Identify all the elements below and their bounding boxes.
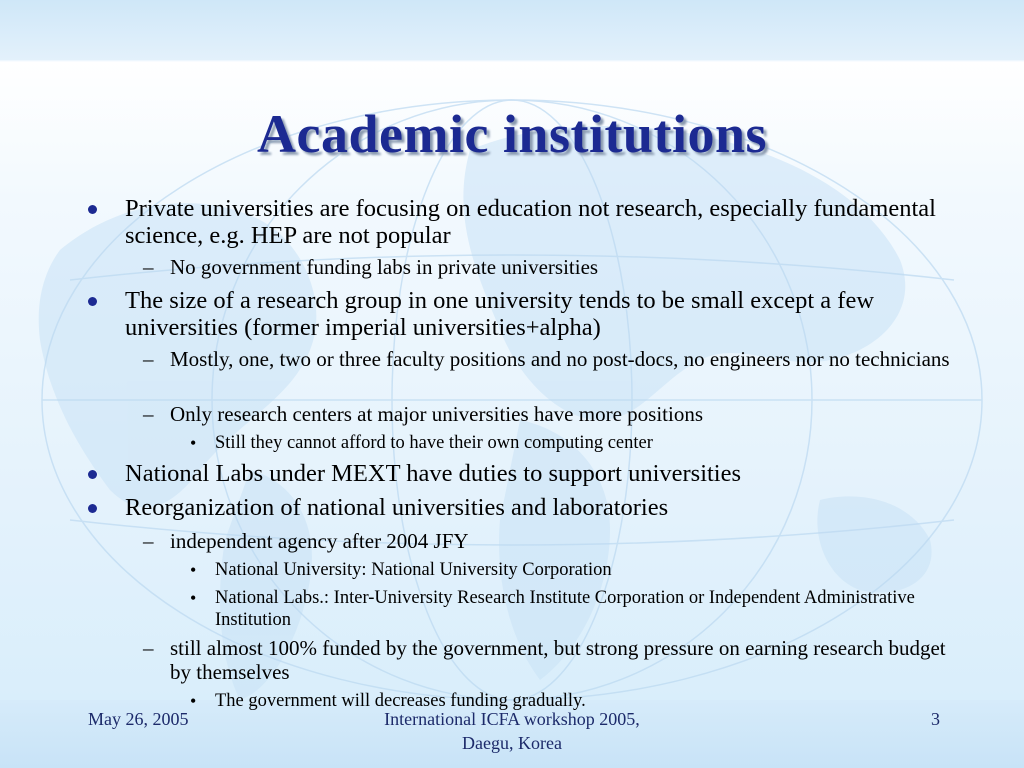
bullet-level1: National Labs under MEXT have duties to support universities (125, 460, 742, 487)
footer-event-line1: International ICFA workshop 2005, (384, 709, 640, 729)
dash-marker: – (143, 402, 154, 426)
small-bullet-marker: • (190, 560, 197, 580)
dash-marker: – (143, 636, 154, 660)
dash-marker: – (143, 529, 154, 553)
small-bullet-marker: • (190, 691, 197, 711)
bullet-level1: Private universities are focusing on education not research, especially fundamental science, e.g. HEP are not popular (125, 195, 936, 249)
bullet-dot-icon (88, 205, 97, 214)
bullet-level3: National Labs.: Inter-University Research Institute Corporation or Independent Administrative Institution (215, 588, 915, 630)
bullet-level2: still almost 100% funded by the government, but strong pressure on earning research budget by themselves (170, 636, 946, 684)
footer-event-line2: Daegu, Korea (462, 733, 562, 753)
bullet-level3: National University: National University Corporation (215, 560, 612, 580)
page-number: 3 (931, 709, 940, 729)
bullet-dot-icon (88, 470, 97, 479)
bullet-level3: The government will decreases funding gradually. (215, 691, 586, 711)
bullet-level2: independent agency after 2004 JFY (170, 529, 469, 553)
slide-title: Academic institutions (257, 104, 767, 164)
bullet-level3: Still they cannot afford to have their own computing center (215, 433, 653, 453)
bullet-level1: Reorganization of national universities and laboratories (125, 494, 669, 521)
bullet-level2: Only research centers at major universities have more positions (170, 402, 703, 426)
bullet-level2: Mostly, one, two or three faculty positions and no post-docs, no engineers nor no technicians (170, 347, 950, 371)
dash-marker: – (143, 347, 154, 371)
dash-marker: – (143, 255, 154, 279)
footer-date: May 26, 2005 (88, 709, 189, 729)
small-bullet-marker: • (190, 588, 197, 608)
small-bullet-marker: • (190, 433, 197, 453)
bullet-level1: The size of a research group in one university tends to be small except a few universities (former imperial universities+alpha) (125, 287, 875, 341)
bullet-dot-icon (88, 297, 97, 306)
bullet-level2: No government funding labs in private universities (170, 255, 599, 279)
bullet-dot-icon (88, 504, 97, 513)
